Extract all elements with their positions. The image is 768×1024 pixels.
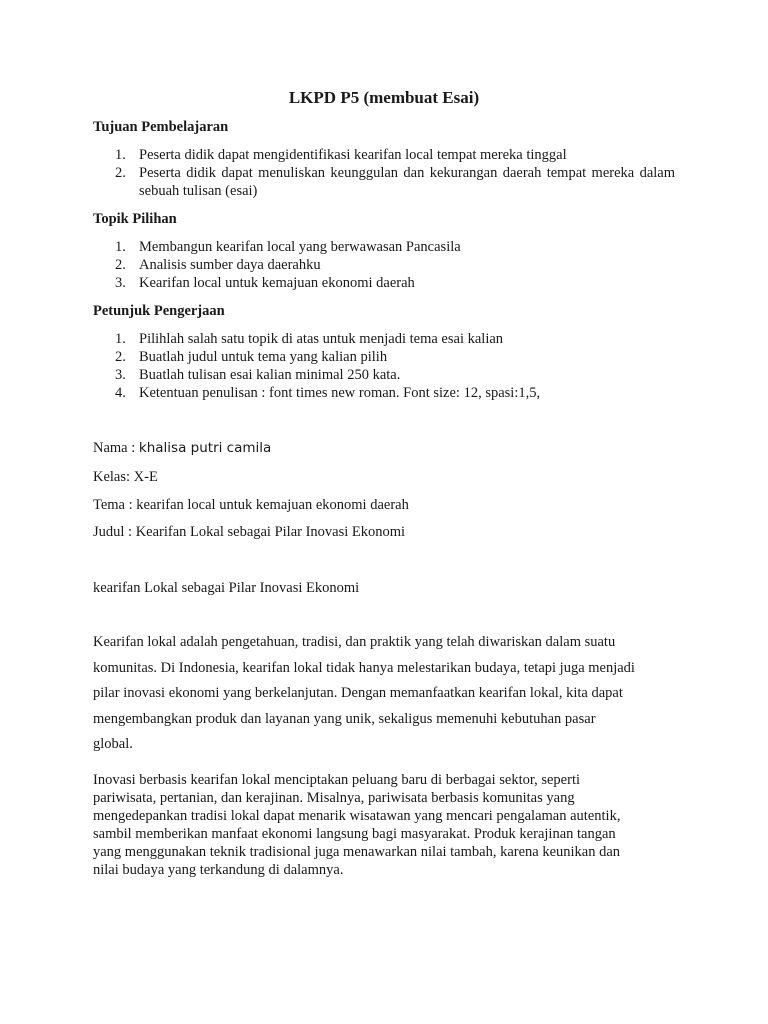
paragraph-line: komunitas. Di Indonesia, kearifan lokal tidak hanya melestarikan budaya, tetapi juga menjadi: [93, 659, 635, 676]
list-item: [93, 330, 675, 348]
nama-value: khalisa putri camila: [138, 440, 272, 456]
list-tujuan: [93, 146, 675, 200]
list-item: [93, 146, 675, 164]
list-item-number: 2.: [115, 349, 126, 365]
list-item-text: Ketentuan penulisan : font times new roman. Font size: 12, spasi:1,5,: [139, 385, 541, 401]
list-item-text: Membangun kearifan local yang berwawasan Pancasila: [139, 239, 461, 255]
identity-tema: Tema : kearifan local untuk kemajuan ekonomi daerah: [93, 497, 409, 513]
list-item: [93, 164, 675, 200]
list-item-text: Buatlah tulisan esai kalian minimal 250 kata.: [139, 367, 401, 383]
list-item-text: Buatlah judul untuk tema yang kalian pilih: [139, 349, 388, 365]
heading-petunjuk: Petunjuk Pengerjaan: [93, 303, 225, 319]
paragraph-line: pilar inovasi ekonomi yang berkelanjutan. Dengan memanfaatkan kearifan lokal, kita dapat: [93, 685, 623, 701]
list-item-text: Peserta didik dapat mengidentifikasi kearifan local tempat mereka tinggal: [139, 147, 567, 163]
list-item: [93, 256, 675, 274]
paragraph-line: sambil memberikan manfaat ekonomi langsung bagi masyarakat. Produk kerajinan tangan: [93, 826, 616, 842]
list-item-number: 1.: [115, 331, 126, 347]
document-title: LKPD P5 (membuat Esai): [288, 88, 480, 107]
list-item: [93, 274, 675, 292]
list-item-number: 2.: [115, 257, 126, 273]
paragraph-line: mengembangkan produk dan layanan yang unik, sekaligus memenuhi kebutuhan pasar: [93, 710, 596, 727]
list-item: [93, 384, 675, 402]
list-petunjuk: [93, 330, 675, 402]
paragraph-line: pariwisata, pertanian, dan kerajinan. Misalnya, pariwisata berbasis komunitas yang: [93, 790, 575, 806]
paragraph-line: Kearifan lokal adalah pengetahuan, tradisi, dan praktik yang telah diwariskan dalam suatu: [93, 634, 616, 650]
list-item-text: Peserta didik dapat menuliskan keunggulan dan kekurangan daerah tempat mereka dalam sebuah tulisan (esai): [139, 165, 675, 199]
identity-judul: Judul : Kearifan Lokal sebagai Pilar Inovasi Ekonomi: [93, 524, 406, 540]
list-item-number: 3.: [115, 275, 126, 291]
identity-nama: [93, 439, 271, 457]
list-item-text: Kearifan local untuk kemajuan ekonomi daerah: [139, 275, 415, 291]
document-page: [93, 0, 675, 1024]
essay-paragraph-2: [93, 771, 675, 879]
nama-label: Nama :: [93, 440, 139, 456]
list-item-number: 3.: [115, 367, 126, 383]
essay-paragraph-1: [93, 633, 675, 761]
paragraph-line: nilai budaya yang terkandung di dalamnya.: [93, 862, 344, 878]
list-item: [93, 366, 675, 384]
list-item: [93, 348, 675, 366]
paragraph-line: global.: [93, 736, 133, 752]
list-item-text: Pilihlah salah satu topik di atas untuk menjadi tema esai kalian: [139, 331, 504, 347]
paragraph-line: yang menggunakan teknik tradisional juga menawarkan nilai tambah, karena keunikan dan: [93, 844, 621, 860]
paragraph-line: Inovasi berbasis kearifan lokal menciptakan peluang baru di berbagai sektor, seperti: [93, 772, 581, 788]
identity-kelas: Kelas: X-E: [93, 469, 158, 485]
list-item: [93, 238, 675, 256]
paragraph-line: mengedepankan tradisi lokal dapat menarik wisatawan yang mencari pengalaman autentik,: [93, 808, 621, 824]
essay-title: kearifan Lokal sebagai Pilar Inovasi Ekonomi: [93, 580, 360, 596]
heading-topik: Topik Pilihan: [93, 211, 177, 227]
list-item-number: 4.: [115, 385, 126, 401]
list-item-number: 2.: [115, 165, 126, 181]
heading-tujuan: Tujuan Pembelajaran: [93, 119, 229, 135]
list-item-number: 1.: [115, 239, 126, 255]
list-item-text: Analisis sumber daya daerahku: [139, 257, 321, 273]
list-topik: [93, 238, 675, 292]
list-item-number: 1.: [115, 147, 126, 163]
